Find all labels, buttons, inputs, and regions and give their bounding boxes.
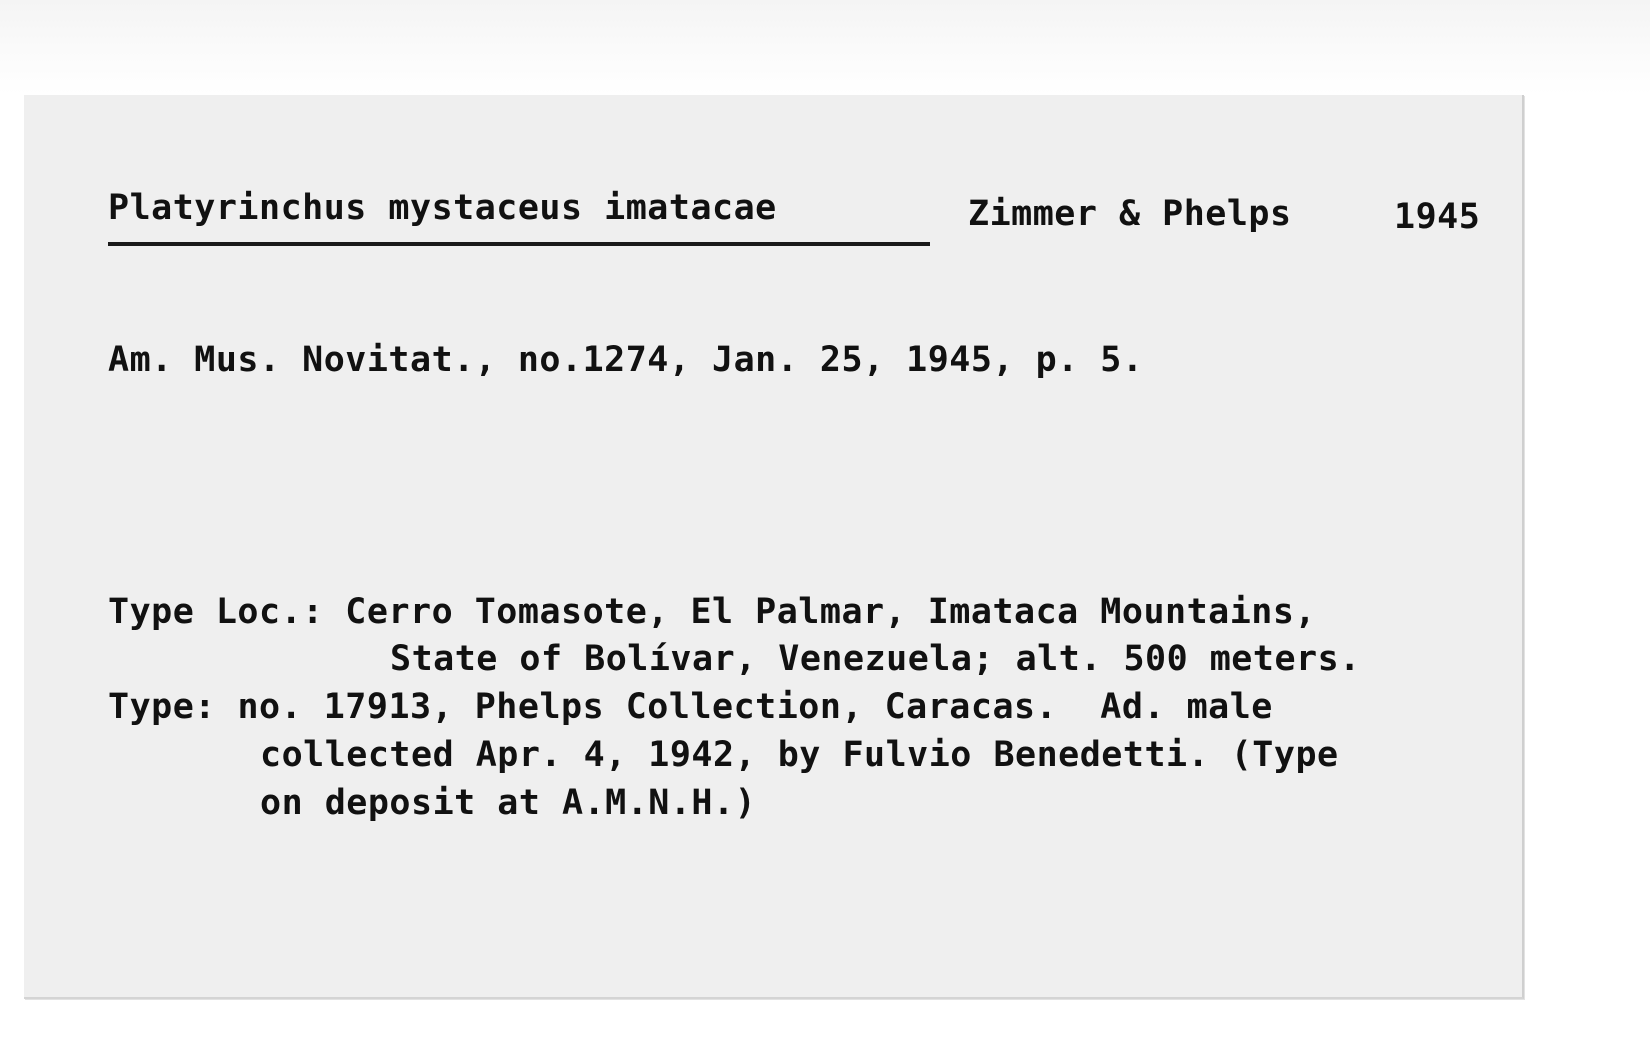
- species-name: Platyrinchus mystaceus imatacae: [108, 188, 777, 228]
- type-label: Type:: [108, 687, 216, 727]
- type-text-1: no. 17913, Phelps Collection, Caracas. Ad. male: [237, 687, 1273, 727]
- citation-line: Am. Mus. Novitat., no.1274, Jan. 25, 1945, p. 5.: [108, 340, 1144, 380]
- type-line-2: collected Apr. 4, 1942, by Fulvio Benedetti. (Type: [260, 735, 1339, 775]
- index-card: [24, 95, 1524, 999]
- author-names: Zimmer & Phelps: [968, 194, 1292, 234]
- type-locality-line-1: [108, 592, 1317, 632]
- background-bleed: [0, 0, 1650, 95]
- species-underline: [108, 242, 930, 246]
- type-line-3: on deposit at A.M.N.H.): [260, 783, 757, 823]
- type-locality-label: Type Loc.:: [108, 592, 324, 632]
- type-locality-line-2: State of Bolívar, Venezuela; alt. 500 meters.: [390, 639, 1361, 679]
- publication-year: 1945: [1394, 197, 1481, 237]
- type-line-1: [108, 687, 1273, 727]
- type-locality-text-1: Cerro Tomasote, El Palmar, Imataca Mountains,: [345, 592, 1317, 632]
